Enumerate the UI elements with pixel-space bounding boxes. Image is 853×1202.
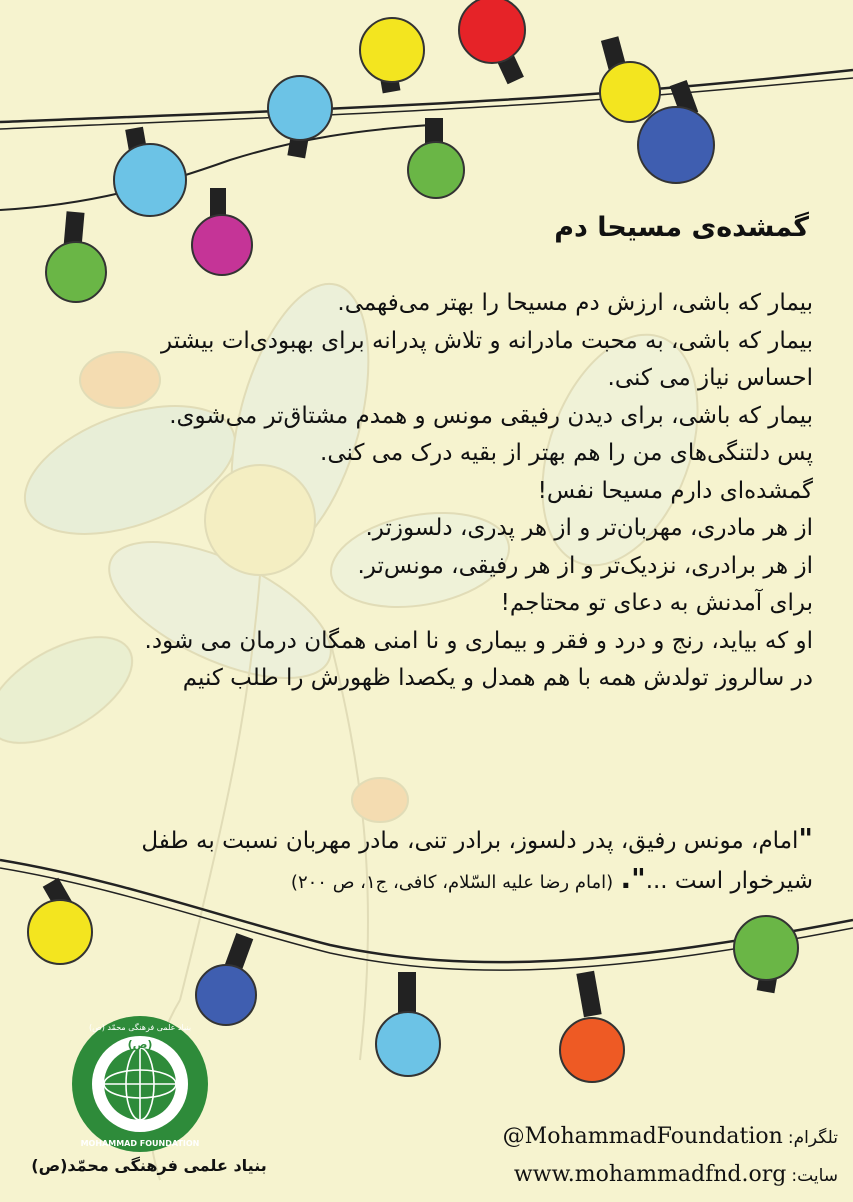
quote-line-1	[23, 820, 813, 860]
poster-title: گمشده‌ی مسیحا دم	[554, 212, 809, 243]
poem-line: در سالروز تولدش همه با هم همدل و یکصدا ظهورش را طلب کنیم	[182, 665, 813, 691]
quote-text-2: شیرخوار است ...	[645, 868, 813, 894]
site-label: سایت:	[791, 1166, 838, 1186]
poem-line: بیمار که باشی، ارزش دم مسیحا را بهتر می‌فهمی.	[337, 290, 813, 316]
site-url-link[interactable]: www.mohammadfnd.org	[513, 1162, 787, 1187]
foundation-logo	[70, 1014, 210, 1154]
poem-line: گمشده‌ای دارم مسیحا نفس!	[537, 477, 813, 504]
telegram-handle-link[interactable]: @MohammadFoundation	[502, 1124, 783, 1149]
site-row	[468, 1156, 838, 1194]
poem-line: او که بیاید، رنج و درد و فقر و بیماری و نا امنی همگان درمان می شود.	[144, 627, 813, 654]
logo-center-mark: (ص)	[127, 1038, 153, 1051]
bulb-icon	[560, 971, 624, 1082]
logo-ring-text-bottom: MOHAMMAD FOUNDATION	[80, 1139, 200, 1148]
quote-close-mark: ".	[620, 862, 646, 895]
foundation-name: بنیاد علمی فرهنگی محمّد(ص)	[31, 1156, 267, 1175]
poem-line: از هر برادری، نزدیک‌تر و از هر رفیقی، مونس‌تر.	[357, 552, 813, 579]
quote-open-mark: "	[798, 822, 813, 855]
contact-info	[468, 1118, 838, 1194]
poem-body	[23, 285, 813, 698]
telegram-label: تلگرام:	[787, 1128, 838, 1148]
poem-line: احساس نیاز می کنی.	[607, 365, 813, 391]
bulb-icon	[196, 933, 256, 1025]
bulb-icon	[734, 916, 798, 993]
logo-ring-text-top: بنیاد علمی فرهنگی محمّد (ص)	[88, 1023, 192, 1032]
poem-line: بیمار که باشی، به محبت مادرانه و تلاش پدرانه برای بهبودی‌ات بیشتر	[160, 327, 813, 354]
quote-source: (امام رضا علیه السّلام، کافی، ج۱، ص ۲۰۰)	[290, 872, 614, 893]
poem-line: پس دلتنگی‌های من را هم بهتر از بقیه درک می کنی.	[320, 440, 813, 466]
poem-line: برای آمدنش به دعای تو محتاجم!	[500, 590, 813, 616]
telegram-row	[468, 1118, 838, 1156]
quote-line-2	[23, 860, 813, 901]
hadith-quote	[23, 820, 813, 901]
quote-text-1: امام، مونس رفیق، پدر دلسوز، برادر تنی، مادر مهربان نسبت به طفل	[141, 828, 799, 854]
bulb-icon	[376, 972, 440, 1076]
poem-line: بیمار که باشی، برای دیدن رفیقی مونس و همدم مشتاق‌تر می‌شوی.	[169, 402, 813, 429]
poem-line: از هر مادری، مهربان‌تر و از هر پدری، دلسوزتر.	[365, 515, 813, 541]
